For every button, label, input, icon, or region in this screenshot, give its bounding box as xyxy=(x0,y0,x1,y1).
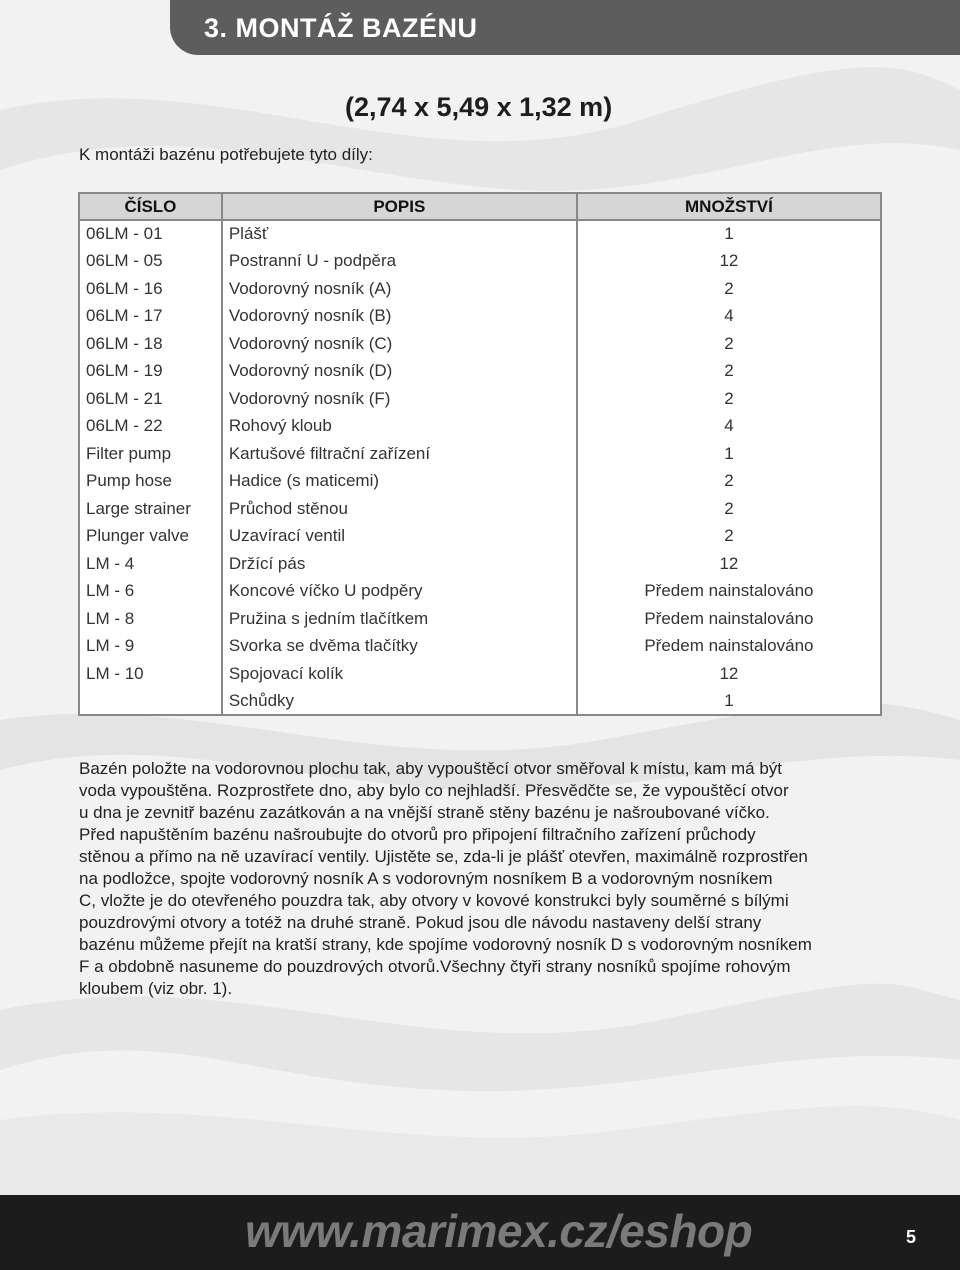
table-row xyxy=(79,578,881,606)
cell-quantity: 2 xyxy=(577,358,881,386)
paragraph-line: stěnou a přímo na ně uzavírací ventily. Ujistěte se, zda-li je plášť otevřen, maximálně rozprostřen xyxy=(79,847,808,866)
page-number: 5 xyxy=(906,1227,917,1247)
instructions-paragraph xyxy=(79,758,889,1000)
table-row xyxy=(79,633,881,661)
paragraph-line: F a obdobně nasuneme do pouzdrových otvorů.Všechny čtyři strany nosníků spojíme rohovým xyxy=(79,957,791,976)
cell-quantity: 2 xyxy=(577,275,881,303)
table-row xyxy=(79,550,881,578)
cell-number: 06LM - 16 xyxy=(79,275,222,303)
cell-number: LM - 4 xyxy=(79,550,222,578)
paragraph-line: Před napuštěním bazénu našroubujte do otvorů pro připojení filtračního zařízení průchody xyxy=(79,825,756,844)
cell-quantity: 12 xyxy=(577,248,881,276)
cell-number: LM - 6 xyxy=(79,578,222,606)
table-row xyxy=(79,385,881,413)
cell-description: Držící pás xyxy=(222,550,577,578)
cell-number: 06LM - 21 xyxy=(79,385,222,413)
cell-number: 06LM - 17 xyxy=(79,303,222,331)
cell-quantity: 1 xyxy=(577,688,881,716)
cell-description: Kartušové filtrační zařízení xyxy=(222,440,577,468)
cell-description: Postranní U - podpěra xyxy=(222,248,577,276)
cell-number: Large strainer xyxy=(79,495,222,523)
table-header-row xyxy=(79,193,881,220)
table-row xyxy=(79,605,881,633)
cell-number: 06LM - 05 xyxy=(79,248,222,276)
cell-description: Plášť xyxy=(222,220,577,248)
eshop-link[interactable]: www.marimex.cz/eshop xyxy=(245,1205,753,1257)
cell-description: Spojovací kolík xyxy=(222,660,577,688)
parts-table xyxy=(78,192,882,716)
table-row xyxy=(79,220,881,248)
paragraph-line: Bazén položte na vodorovnou plochu tak, aby vypouštěcí otvor směřoval k místu, kam má být xyxy=(79,759,783,778)
cell-number: Pump hose xyxy=(79,468,222,496)
cell-quantity: 2 xyxy=(577,523,881,551)
cell-quantity: Předem nainstalováno xyxy=(577,605,881,633)
column-header-quantity: MNOŽSTVÍ xyxy=(577,193,881,220)
footer-bar xyxy=(0,1195,960,1270)
table-row xyxy=(79,468,881,496)
table-row xyxy=(79,248,881,276)
cell-number: 06LM - 18 xyxy=(79,330,222,358)
paragraph-line: u dna je zevnitř bazénu zazátkován a na vnější straně stěny bazénu je našroubované víčko. xyxy=(79,803,770,822)
paragraph-line: voda vypouštěna. Rozprostřete dno, aby bylo co nejhladší. Přesvědčte se, že vypouštěcí otvor xyxy=(79,781,789,800)
cell-description: Pružina s jedním tlačítkem xyxy=(222,605,577,633)
cell-number: Filter pump xyxy=(79,440,222,468)
cell-number: 06LM - 19 xyxy=(79,358,222,386)
paragraph-line: bazénu můžeme přejít na kratší strany, kde spojíme vodorovný nosník D s vodorovným nosníkem xyxy=(79,935,812,954)
cell-quantity: 2 xyxy=(577,468,881,496)
cell-number: 06LM - 01 xyxy=(79,220,222,248)
cell-quantity: Předem nainstalováno xyxy=(577,633,881,661)
cell-quantity: 2 xyxy=(577,330,881,358)
cell-quantity: 2 xyxy=(577,495,881,523)
cell-description: Koncové víčko U podpěry xyxy=(222,578,577,606)
table-row xyxy=(79,275,881,303)
section-title: 3. MONTÁŽ BAZÉNU xyxy=(204,13,478,43)
column-header-description: POPIS xyxy=(222,193,577,220)
pool-dimensions: (2,74 x 5,49 x 1,32 m) xyxy=(345,92,613,122)
table-row xyxy=(79,660,881,688)
cell-quantity: 1 xyxy=(577,440,881,468)
cell-number: LM - 8 xyxy=(79,605,222,633)
table-row xyxy=(79,688,881,716)
cell-description: Svorka se dvěma tlačítky xyxy=(222,633,577,661)
table-row xyxy=(79,303,881,331)
cell-quantity: 1 xyxy=(577,220,881,248)
table-row xyxy=(79,495,881,523)
cell-quantity: 4 xyxy=(577,303,881,331)
cell-quantity: 12 xyxy=(577,660,881,688)
cell-description: Vodorovný nosník (B) xyxy=(222,303,577,331)
table-row xyxy=(79,358,881,386)
cell-description: Uzavírací ventil xyxy=(222,523,577,551)
cell-number: LM - 10 xyxy=(79,660,222,688)
paragraph-line: C, vložte je do otevřeného pouzdra tak, aby otvory v kovové konstrukci byly souměrné s bílými xyxy=(79,891,789,910)
intro-text: K montáži bazénu potřebujete tyto díly: xyxy=(79,145,373,164)
cell-number: LM - 9 xyxy=(79,633,222,661)
table-row xyxy=(79,523,881,551)
cell-description: Vodorovný nosník (C) xyxy=(222,330,577,358)
paragraph-line: pouzdrovými otvory a totéž na druhé straně. Pokud jsou dle návodu nastaveny delší strany xyxy=(79,913,762,932)
table-row xyxy=(79,440,881,468)
cell-description: Vodorovný nosník (F) xyxy=(222,385,577,413)
cell-quantity: 2 xyxy=(577,385,881,413)
cell-quantity: 4 xyxy=(577,413,881,441)
cell-number xyxy=(79,688,222,716)
cell-number: 06LM - 22 xyxy=(79,413,222,441)
cell-description: Schůdky xyxy=(222,688,577,716)
paragraph-line: na podložce, spojte vodorovný nosník A s vodorovným nosníkem B a vodorovným nosníkem xyxy=(79,869,773,888)
cell-quantity: Předem nainstalováno xyxy=(577,578,881,606)
header-bar xyxy=(170,0,960,55)
cell-description: Vodorovný nosník (A) xyxy=(222,275,577,303)
column-header-number: ČÍSLO xyxy=(79,193,222,220)
cell-description: Průchod stěnou xyxy=(222,495,577,523)
paragraph-line: kloubem (viz obr. 1). xyxy=(79,979,233,998)
cell-description: Rohový kloub xyxy=(222,413,577,441)
cell-number: Plunger valve xyxy=(79,523,222,551)
cell-description: Vodorovný nosník (D) xyxy=(222,358,577,386)
table-row xyxy=(79,413,881,441)
cell-quantity: 12 xyxy=(577,550,881,578)
table-row xyxy=(79,330,881,358)
cell-description: Hadice (s maticemi) xyxy=(222,468,577,496)
